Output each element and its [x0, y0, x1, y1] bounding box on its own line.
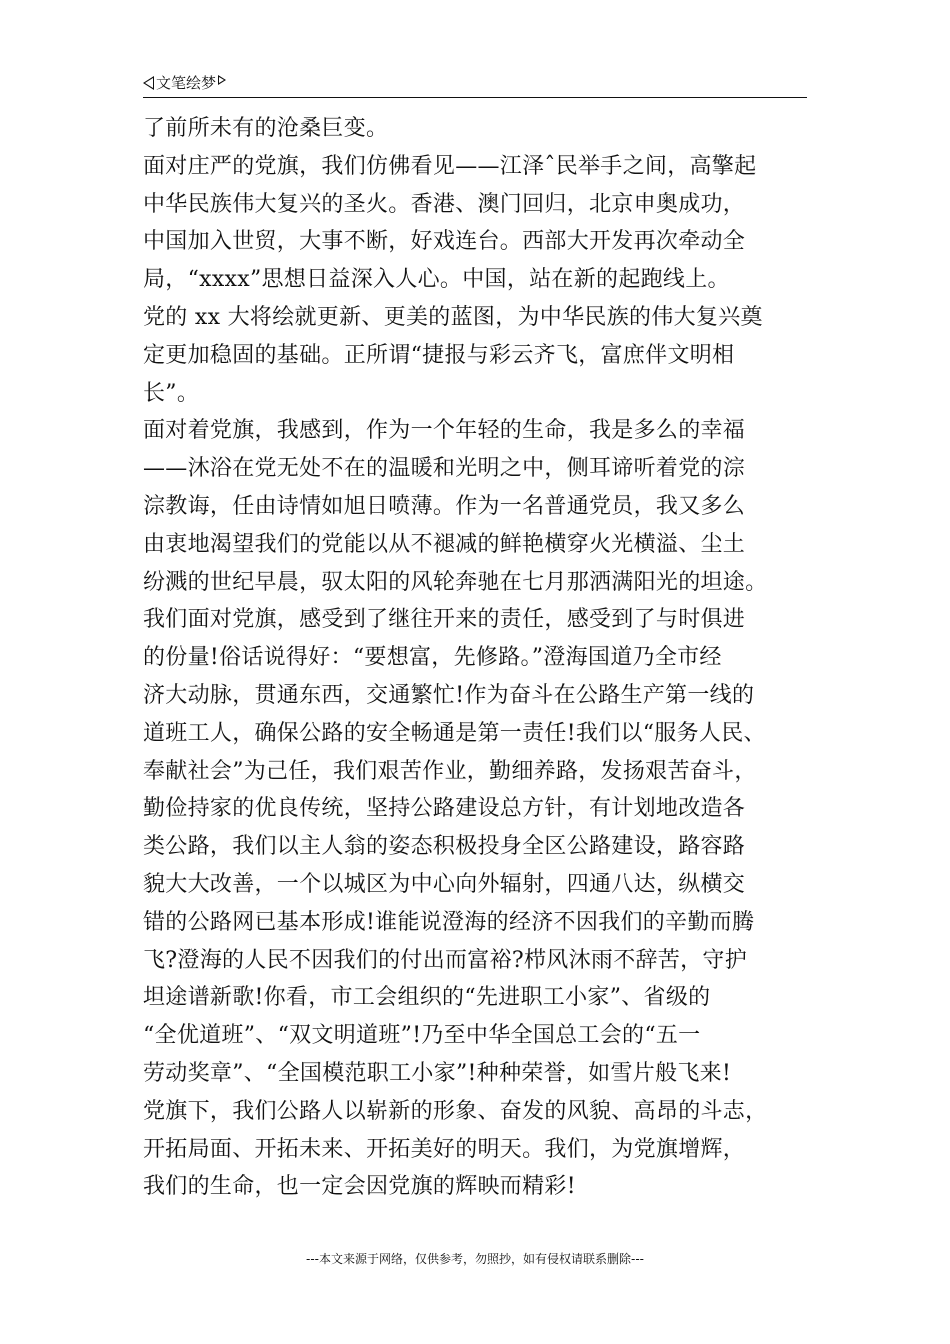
text-line: 奉献社会”为己任，我们艰苦作业，勤细养路，发扬艰苦奋斗，	[143, 758, 757, 784]
text-line: 定更加稳固的基础。正所谓“捷报与彩云齐飞，富庶伴文明相	[143, 342, 735, 368]
document-body	[143, 110, 823, 1206]
text-line: 中国加入世贸，大事不断，好戏连台。西部大开发再次牵动全	[143, 229, 746, 255]
header-divider	[143, 97, 807, 98]
document-footer: ---本文来源于网络，仅供参考，勿照抄，如有侵权请联系删除---	[306, 1252, 644, 1266]
text-line: 我们面对党旗，感受到了继往开来的责任，感受到了与时俱进	[143, 607, 746, 633]
text-line: 面对庄严的党旗，我们仿佛看见——江泽ˆ民举手之间，高擎起	[143, 153, 757, 179]
text-line: 长”。	[143, 380, 200, 406]
left-triangle-icon	[143, 76, 154, 90]
text-line: 党的 xx 大将绘就更新、更美的蓝图，为中华民族的伟大复兴奠	[143, 304, 763, 330]
text-line: 我们的生命，也一定会因党旗的辉映而精彩!	[143, 1174, 576, 1200]
text-line: 飞?澄海的人民不因我们的付出而富裕?栉风沐雨不辞苦，守护	[143, 947, 747, 973]
text-line: 劳动奖章”、“全国模范职工小家”!种种荣誉，如雪片般飞来!	[143, 1060, 732, 1086]
text-line: 类公路，我们以主人翁的姿态积极投身全区公路建设，路容路	[143, 834, 746, 860]
text-line: 勤俭持家的优良传统，坚持公路建设总方针，有计划地改造各	[143, 796, 746, 822]
text-line: 的份量!俗话说得好：“要想富，先修路。”澄海国道乃全市经	[143, 645, 722, 671]
header-title: 文笔绘梦	[156, 74, 217, 92]
text-line: 道班工人，确保公路的安全畅通是第一责任!我们以“服务人民、	[143, 720, 766, 746]
text-line: “全优道班”、“双文明道班”!乃至中华全国总工会的“五一	[143, 1023, 701, 1049]
text-line: 济大动脉，贯通东西，交通繁忙!作为奋斗在公路生产第一线的	[143, 682, 755, 708]
text-line: 党旗下，我们公路人以崭新的形象、奋发的风貌、高昂的斗志，	[143, 1098, 768, 1124]
text-line: 由衷地渴望我们的党能以从不褪减的鲜艳横穿火光横溢、尘土	[143, 531, 746, 557]
text-line: 貌大大改善，一个以城区为中心向外辐射，四通八达，纵横交	[143, 871, 746, 897]
text-line: 纷溅的世纪早晨，驭太阳的风轮奔驰在七月那洒满阳光的坦途。	[143, 569, 768, 595]
document-header	[143, 72, 226, 93]
right-triangle-icon	[218, 75, 226, 85]
text-line: 中华民族伟大复兴的圣火。香港、澳门回归，北京申奥成功，	[143, 191, 746, 217]
text-line: 错的公路网已基本形成!谁能说澄海的经济不因我们的辛勤而腾	[143, 909, 755, 935]
text-line: 淙教诲，任由诗情如旭日喷薄。作为一名普通党员，我又多么	[143, 493, 746, 519]
text-line: 了前所未有的沧桑巨变。	[143, 116, 389, 141]
text-line: ——沐浴在党无处不在的温暖和光明之中，侧耳谛听着党的淙	[143, 456, 746, 482]
text-line: 局，“xxxx”思想日益深入人心。中国，站在新的起跑线上。	[143, 267, 730, 293]
text-line: 面对着党旗，我感到，作为一个年轻的生命，我是多么的幸福	[143, 418, 746, 444]
text-line: 开拓局面、开拓未来、开拓美好的明天。我们，为党旗增辉，	[143, 1136, 746, 1162]
text-line: 坦途谱新歌!你看，市工会组织的“先进职工小家”、省级的	[143, 985, 711, 1011]
